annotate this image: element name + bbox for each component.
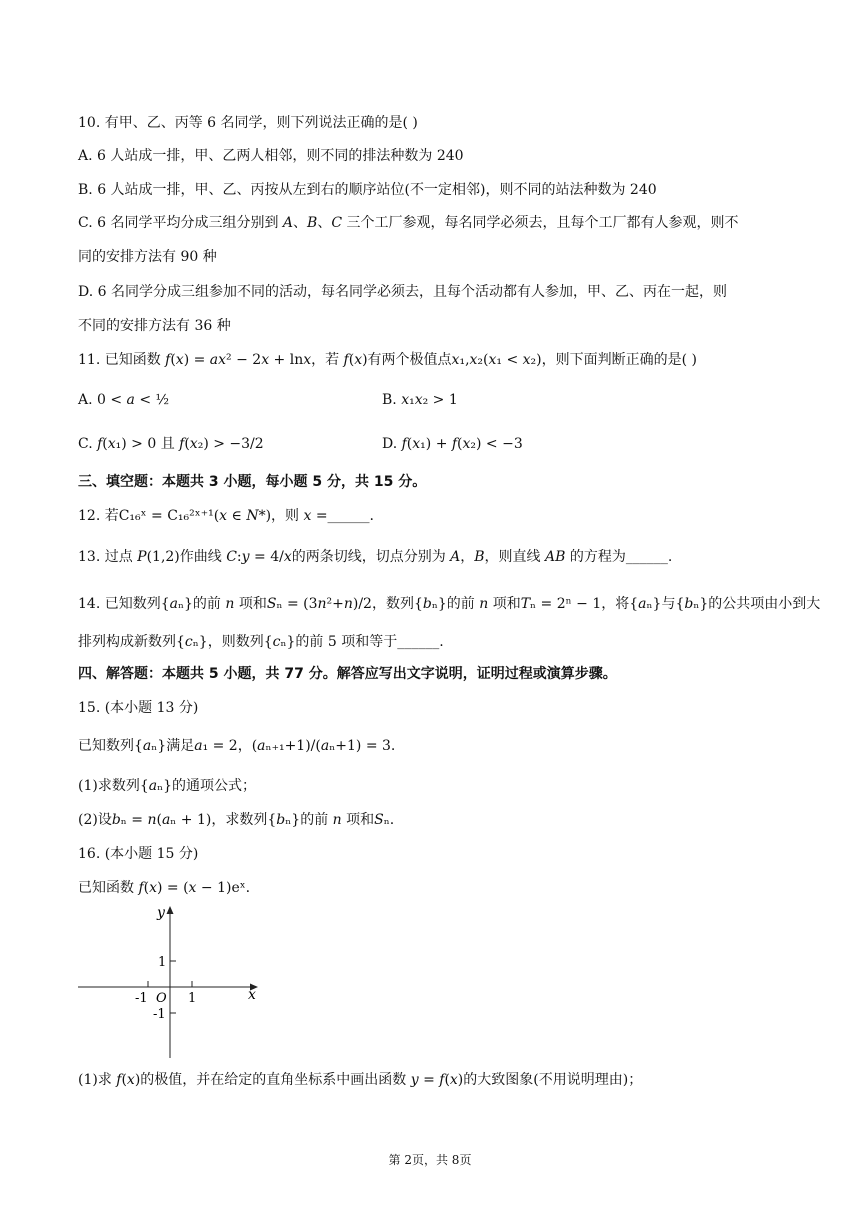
y-axis-arrow bbox=[167, 906, 174, 914]
q11-option-a: A. 0 < 𝑎 < ½ bbox=[78, 392, 170, 408]
tick-x-pos-label: 1 bbox=[188, 991, 197, 1006]
section-4-heading: 四、解答题：本题共 5 小题，共 77 分。解答应写出文字说明，证明过程或演算步骤。 bbox=[78, 666, 617, 682]
coordinate-axes-figure bbox=[78, 896, 268, 1062]
section-3-heading: 三、填空题：本题共 3 小题，每小题 5 分，共 15 分。 bbox=[78, 474, 427, 490]
x-axis-label: x bbox=[248, 987, 256, 1003]
q16-heading: 16. (本小题 15 分) bbox=[78, 846, 199, 862]
q15-part1: (1)求数列{𝑎ₙ}的通项公式； bbox=[78, 778, 257, 794]
q10-option-c-line1: C. 6 名同学平均分成三组分别到 𝐴、𝐵、𝐶 三个工厂参观，每名同学必须去，且每个工厂都有人参观，则不 bbox=[78, 215, 739, 231]
q10-option-c-line2: 同的安排方法有 90 种 bbox=[78, 249, 217, 265]
y-axis-label: y bbox=[157, 905, 165, 921]
q12: 12. 若C₁₆ˣ = C₁₆²ˣ⁺¹(𝑥 ∈ 𝑁*)，则 𝑥 =______. bbox=[78, 508, 375, 524]
origin-label: O bbox=[156, 991, 167, 1006]
q10-option-a: A. 6 人站成一排，甲、乙两人相邻，则不同的排法种数为 240 bbox=[78, 148, 464, 164]
q10-option-d-line1: D. 6 名同学分成三组参加不同的活动，每名同学必须去，且每个活动都有人参加，甲、乙、丙在一起，则 bbox=[78, 284, 727, 300]
page-footer: 第 2页，共 8页 bbox=[388, 1153, 472, 1167]
q11-option-d: D. 𝑓(𝑥₁) + 𝑓(𝑥₂) < −3 bbox=[382, 436, 523, 452]
q15-given: 已知数列{𝑎ₙ}满足𝑎₁ = 2，(𝑎ₙ₊₁+1)/(𝑎ₙ+1) = 3. bbox=[78, 738, 396, 754]
q16-part1: (1)求 𝑓(𝑥)的极值，并在给定的直角坐标系中画出函数 𝑦 = 𝑓(𝑥)的大致图象(不用说明理由)； bbox=[78, 1072, 643, 1088]
q15-heading: 15. (本小题 13 分) bbox=[78, 700, 199, 716]
q11-option-c: C. 𝑓(𝑥₁) > 0 且 𝑓(𝑥₂) > −3/2 bbox=[78, 436, 264, 452]
q10-stem: 10. 有甲、乙、丙等 6 名同学，则下列说法正确的是( ) bbox=[78, 115, 418, 131]
q11-stem: 11. 已知函数 𝑓(𝑥) = 𝑎𝑥² − 2𝑥 + ln𝑥，若 𝑓(𝑥)有两个极值点𝑥₁,𝑥₂(𝑥₁ < 𝑥₂)，则下面判断正确的是( ) bbox=[78, 352, 697, 368]
q15-part2: (2)设𝑏ₙ = 𝑛(𝑎ₙ + 1)，求数列{𝑏ₙ}的前 𝑛 项和𝑆ₙ. bbox=[78, 812, 395, 828]
q16-given: 已知函数 𝑓(𝑥) = (𝑥 − 1)eˣ. bbox=[78, 880, 251, 896]
q14-line2: 排列构成新数列{𝑐ₙ}，则数列{𝑐ₙ}的前 5 项和等于______. bbox=[78, 634, 444, 650]
q11-option-b: B. 𝑥₁𝑥₂ > 1 bbox=[382, 392, 458, 408]
q14-line1: 14. 已知数列{𝑎ₙ}的前 𝑛 项和𝑆ₙ = (3𝑛²+𝑛)/2，数列{𝑏ₙ}的前 𝑛 项和𝑇ₙ = 2ⁿ − 1，将{𝑎ₙ}与{𝑏ₙ}的公共项由小到大 bbox=[78, 596, 821, 612]
q10-option-b: B. 6 人站成一排，甲、乙、丙按从左到右的顺序站位(不一定相邻)，则不同的站法种数为 240 bbox=[78, 182, 657, 198]
tick-y-pos-label: 1 bbox=[158, 955, 167, 970]
tick-y-neg-label: -1 bbox=[153, 1007, 166, 1022]
q10-option-d-line2: 不同的安排方法有 36 种 bbox=[78, 318, 231, 334]
q13: 13. 过点 𝑃(1,2)作曲线 𝐶:𝑦 = 4/𝑥的两条切线，切点分别为 𝐴，𝐵，则直线 𝐴𝐵 的方程为______. bbox=[78, 549, 673, 565]
tick-x-neg-label: -1 bbox=[135, 991, 148, 1006]
